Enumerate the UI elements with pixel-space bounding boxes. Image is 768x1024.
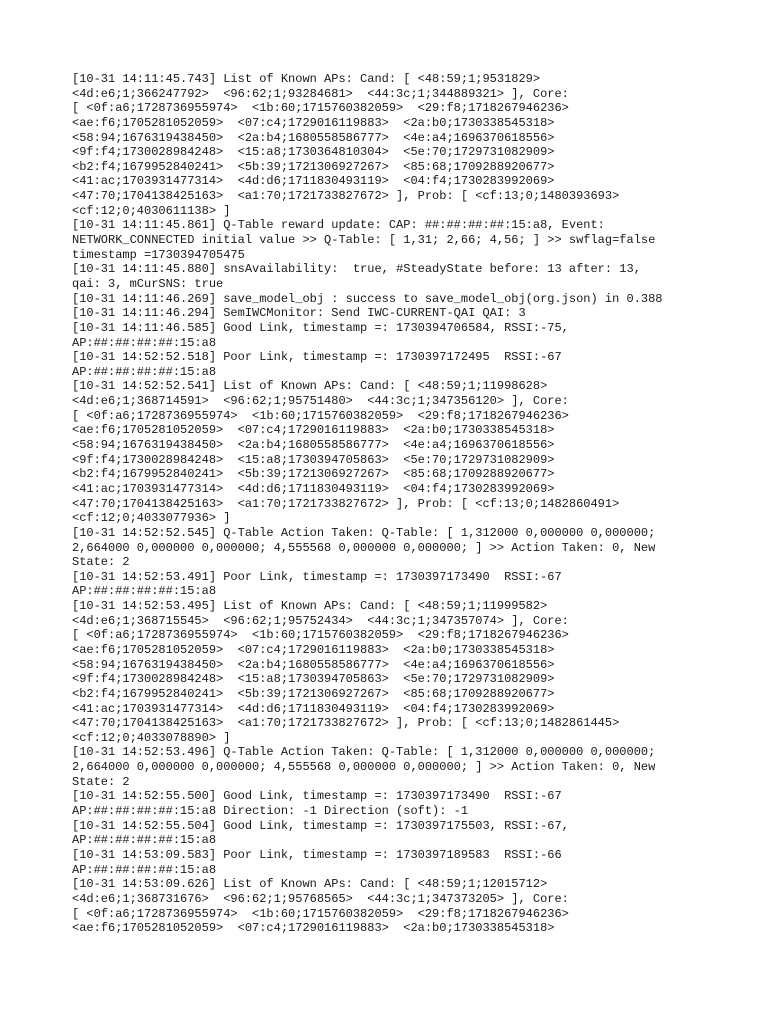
log-line: timestamp =1730394705475	[72, 247, 245, 262]
log-line: State: 2	[72, 555, 130, 570]
log-line: <58:94;1676319438450> <2a:b4;1680558586777> <4e:a4;1696370618556>	[72, 130, 555, 145]
log-line: <41:ac;1703931477314> <4d:d6;1711830493119> <04:f4;1730283992069>	[72, 701, 555, 716]
log-line: [10-31 14:11:45.880] snsAvailability: true, #SteadyState before: 13 after: 13,	[72, 262, 641, 277]
log-line: <b2:f4;1679952840241> <5b:39;1721306927267> <85:68;1709288920677>	[72, 467, 555, 482]
log-line: <4d:e6;1;366247792> <96:62;1;93284681> <44:3c;1;344889321> ], Core:	[72, 86, 569, 101]
log-line: AP:##:##:##:##:15:a8	[72, 584, 217, 599]
log-line: [10-31 14:11:45.743] List of Known APs: Cand: [ <48:59;1;9531829>	[72, 72, 541, 86]
log-line: <58:94;1676319438450> <2a:b4;1680558586777> <4e:a4;1696370618556>	[72, 438, 555, 453]
log-line: [ <0f:a6;1728736955974> <1b:60;1715760382059> <29:f8;1718267946236>	[72, 101, 569, 116]
log-line: [10-31 14:52:52.541] List of Known APs: Cand: [ <48:59;1;11998628>	[72, 379, 548, 394]
log-line: [10-31 14:53:09.583] Poor Link, timestamp =: 1730397189583 RSSI:-66	[72, 847, 562, 862]
log-line: [ <0f:a6;1728736955974> <1b:60;1715760382059> <29:f8;1718267946236>	[72, 408, 569, 423]
log-line: [10-31 14:11:46.269] save_model_obj : success to save_model_obj(org.json) in 0.388	[72, 291, 663, 306]
log-line: State: 2	[72, 774, 130, 789]
log-line: <b2:f4;1679952840241> <5b:39;1721306927267> <85:68;1709288920677>	[72, 686, 555, 701]
log-line: <4d:e6;1;368731676> <96:62;1;95768565> <44:3c;1;347373205> ], Core:	[72, 891, 569, 906]
log-line: AP:##:##:##:##:15:a8	[72, 862, 217, 877]
log-line: <58:94;1676319438450> <2a:b4;1680558586777> <4e:a4;1696370618556>	[72, 657, 555, 672]
log-line: [10-31 14:52:52.518] Poor Link, timestamp =: 1730397172495 RSSI:-67	[72, 350, 562, 365]
log-line: <47:70;1704138425163> <a1:70;1721733827672> ], Prob: [ <cf:13;0;1482860491>	[72, 496, 620, 511]
log-line: AP:##:##:##:##:15:a8	[72, 364, 217, 379]
log-line: 2,664000 0,000000 0,000000; 4,555568 0,000000 0,000000; ] >> Action Taken: 0, New	[72, 760, 656, 775]
log-line: <ae:f6;1705281052059> <07:c4;1729016119883> <2a:b0;1730338545318>	[72, 642, 555, 657]
log-line: <41:ac;1703931477314> <4d:d6;1711830493119> <04:f4;1730283992069>	[72, 481, 555, 496]
log-line: [ <0f:a6;1728736955974> <1b:60;1715760382059> <29:f8;1718267946236>	[72, 906, 569, 921]
log-line: <ae:f6;1705281052059> <07:c4;1729016119883> <2a:b0;1730338545318>	[72, 115, 555, 130]
log-line: <ae:f6;1705281052059> <07:c4;1729016119883> <2a:b0;1730338545318>	[72, 921, 555, 936]
log-line: AP:##:##:##:##:15:a8 Direction: -1 Direction (soft): -1	[72, 804, 469, 819]
log-line: [10-31 14:52:53.495] List of Known APs: Cand: [ <48:59;1;11999582>	[72, 599, 548, 614]
log-line: <9f:f4;1730028984248> <15:a8;1730394705863> <5e:70;1729731082909>	[72, 672, 555, 687]
log-line: [10-31 14:53:09.626] List of Known APs: Cand: [ <48:59;1;12015712>	[72, 877, 548, 892]
log-text	[72, 72, 712, 936]
log-line: <47:70;1704138425163> <a1:70;1721733827672> ], Prob: [ <cf:13;0;1480393693>	[72, 189, 620, 204]
log-line: <4d:e6;1;368714591> <96:62;1;95751480> <44:3c;1;347356120> ], Core:	[72, 394, 569, 409]
log-line: <cf:12;0;4033078890> ]	[72, 730, 231, 745]
log-line: <41:ac;1703931477314> <4d:d6;1711830493119> <04:f4;1730283992069>	[72, 174, 555, 189]
log-line: [10-31 14:52:55.500] Good Link, timestamp =: 1730397173490 RSSI:-67	[72, 789, 562, 804]
log-line: [10-31 14:52:53.496] Q-Table Action Taken: Q-Table: [ 1,312000 0,000000 0,000000;	[72, 745, 656, 760]
log-line: <47:70;1704138425163> <a1:70;1721733827672> ], Prob: [ <cf:13;0;1482861445>	[72, 716, 620, 731]
log-line: 2,664000 0,000000 0,000000; 4,555568 0,000000 0,000000; ] >> Action Taken: 0, New	[72, 540, 656, 555]
log-line: [10-31 14:11:45.861] Q-Table reward update: CAP: ##:##:##:##:15:a8, Event:	[72, 218, 605, 233]
log-line: [10-31 14:52:53.491] Poor Link, timestamp =: 1730397173490 RSSI:-67	[72, 569, 562, 584]
log-line: [ <0f:a6;1728736955974> <1b:60;1715760382059> <29:f8;1718267946236>	[72, 628, 569, 643]
log-line: <cf:12;0;4030611138> ]	[72, 203, 231, 218]
log-line: AP:##:##:##:##:15:a8	[72, 335, 217, 350]
log-line: [10-31 14:11:46.294] SemIWCMonitor: Send IWC-CURRENT-QAI QAI: 3	[72, 306, 526, 321]
log-line: <9f:f4;1730028984248> <15:a8;1730364810304> <5e:70;1729731082909>	[72, 145, 555, 160]
log-line: qai: 3, mCurSNS: true	[72, 276, 224, 291]
log-line: [10-31 14:52:52.545] Q-Table Action Taken: Q-Table: [ 1,312000 0,000000 0,000000;	[72, 525, 656, 540]
log-line: <ae:f6;1705281052059> <07:c4;1729016119883> <2a:b0;1730338545318>	[72, 423, 555, 438]
log-line: <4d:e6;1;368715545> <96:62;1;95752434> <44:3c;1;347357074> ], Core:	[72, 613, 569, 628]
log-line: [10-31 14:11:46.585] Good Link, timestamp =: 1730394706584, RSSI:-75,	[72, 320, 569, 335]
log-line: [10-31 14:52:55.504] Good Link, timestamp =: 1730397175503, RSSI:-67,	[72, 818, 569, 833]
log-line: <9f:f4;1730028984248> <15:a8;1730394705863> <5e:70;1729731082909>	[72, 452, 555, 467]
log-line: NETWORK_CONNECTED initial value >> Q-Table: [ 1,31; 2,66; 4,56; ] >> swflag=false	[72, 233, 656, 248]
log-line: AP:##:##:##:##:15:a8	[72, 833, 217, 848]
log-line: <cf:12;0;4033077936> ]	[72, 511, 231, 526]
log-line: <b2:f4;1679952840241> <5b:39;1721306927267> <85:68;1709288920677>	[72, 159, 555, 174]
